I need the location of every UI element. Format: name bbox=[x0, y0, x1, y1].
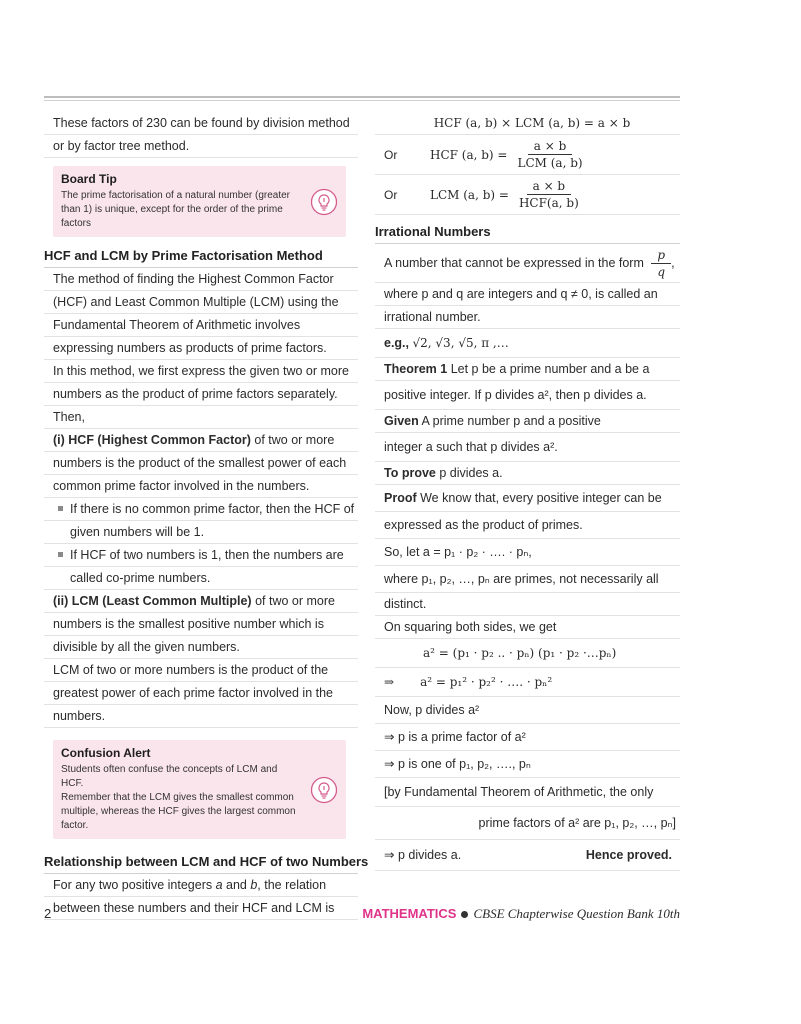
text-span: and bbox=[222, 878, 251, 892]
fraction bbox=[651, 247, 671, 280]
hcf-label: (i) HCF (Highest Common Factor) bbox=[53, 433, 251, 447]
text-span: of two or more bbox=[251, 594, 335, 608]
text-line: greatest power of each prime factor involved in the bbox=[44, 682, 358, 705]
eg-values: √2, √3, √5, π ,… bbox=[412, 336, 509, 350]
bulb-icon bbox=[310, 188, 338, 216]
numerator: a × b bbox=[528, 138, 573, 155]
text-span: p divides a. bbox=[397, 848, 462, 862]
formula-lcm bbox=[375, 175, 680, 215]
text-line: where p and q are integers and q ≠ 0, is called an bbox=[375, 283, 680, 306]
toprove-label: To prove bbox=[384, 466, 436, 480]
formula-lhs: HCF (a, b) = bbox=[430, 147, 508, 162]
text-line: A number that cannot be expressed in the form $\frac{p}{q}$ , bbox=[375, 244, 680, 283]
implies-icon: ⇒ bbox=[384, 675, 395, 689]
text-span: of two or more bbox=[250, 433, 335, 447]
implies-icon: ⇒ bbox=[384, 730, 395, 744]
conclusion-line bbox=[375, 840, 680, 871]
text-line: distinct. bbox=[375, 593, 680, 616]
text-span: Let p be a prime number and a be a bbox=[447, 362, 650, 376]
numerator: p bbox=[651, 247, 671, 264]
text-line: positive integer. If p divides a², then p divides a. bbox=[375, 381, 680, 410]
text-line: (HCF) and Least Common Multiple (LCM) using the bbox=[44, 291, 358, 314]
hence-proved: Hence proved. bbox=[585, 848, 672, 862]
bullet-cont: given numbers will be 1. bbox=[44, 521, 358, 544]
text-line: between these numbers and their HCF and LCM is bbox=[44, 897, 358, 920]
page-number: 2 bbox=[44, 906, 52, 921]
text-span: We know that, every positive integer can be bbox=[416, 491, 662, 505]
top-rule bbox=[44, 96, 680, 98]
example-line bbox=[375, 329, 680, 358]
text-span: A number that cannot be expressed in the form bbox=[384, 256, 644, 270]
text-line: common prime factor involved in the numbers. bbox=[44, 475, 358, 498]
confusion-alert-text: multiple, whereas the HCF gives the largest common factor. bbox=[61, 806, 296, 831]
bullet-item: If there is no common prime factor, then the HCF of bbox=[44, 498, 358, 521]
top-rule-thin bbox=[44, 100, 680, 101]
text-line: LCM of two or more numbers is the product of the bbox=[44, 659, 358, 682]
board-tip-text: The prime factorisation of a natural number (greater bbox=[61, 190, 290, 201]
denominator: LCM (a, b) bbox=[517, 156, 583, 170]
bullet-cont: called co-prime numbers. bbox=[44, 567, 358, 590]
bullet-item: If HCF of two numbers is 1, then the numbers are bbox=[44, 544, 358, 567]
text-line: Fundamental Theorem of Arithmetic involves bbox=[44, 314, 358, 337]
text-line: divisible by all the given numbers. bbox=[44, 636, 358, 659]
text-span: p is one of p₁, p₂, …., pₙ bbox=[397, 757, 531, 771]
hcf-definition bbox=[44, 429, 358, 452]
left-column bbox=[44, 112, 369, 920]
fraction bbox=[513, 178, 585, 211]
formula-line: HCF (a, b) × LCM (a, b) = a × b bbox=[375, 112, 680, 135]
bullet-dot-icon bbox=[461, 911, 468, 918]
eg-label: e.g., bbox=[384, 336, 410, 350]
text-line: These factors of 230 can be found by division method bbox=[44, 112, 358, 135]
proof-line bbox=[375, 485, 680, 512]
denominator: HCF(a, b) bbox=[518, 196, 579, 210]
confusion-alert-text: Students often confuse the concepts of LCM and HCF. bbox=[61, 764, 278, 789]
text-span: , the relation bbox=[257, 878, 327, 892]
implication-line bbox=[375, 724, 680, 751]
text-line: On squaring both sides, we get bbox=[375, 616, 680, 639]
section-heading: Irrational Numbers bbox=[375, 221, 680, 244]
formula-lhs: LCM (a, b) = bbox=[430, 187, 509, 202]
text-line: numbers as the product of prime factors separately. bbox=[44, 383, 358, 406]
numerator: a × b bbox=[527, 178, 572, 195]
equation-line bbox=[375, 668, 680, 697]
or-label: Or bbox=[384, 187, 398, 202]
lcm-label: (ii) LCM (Least Common Multiple) bbox=[53, 594, 252, 608]
section-heading: HCF and LCM by Prime Factorisation Method bbox=[44, 245, 358, 268]
text-line: The method of finding the Highest Common Factor bbox=[44, 268, 358, 291]
text-line: or by factor tree method. bbox=[44, 135, 358, 158]
text-line: integer a such that p divides a². bbox=[375, 433, 680, 462]
text-line: In this method, we first express the given two or more bbox=[44, 360, 358, 383]
toprove-line bbox=[375, 462, 680, 485]
running-footer bbox=[362, 906, 680, 922]
fraction bbox=[511, 138, 588, 171]
implies-icon: ⇒ bbox=[384, 848, 395, 862]
confusion-alert-box bbox=[53, 740, 346, 839]
formula-hcf bbox=[375, 135, 680, 175]
bulb-icon bbox=[310, 776, 338, 804]
confusion-alert-text: Remember that the LCM gives the smallest common bbox=[61, 792, 294, 803]
board-tip-title: Board Tip bbox=[61, 172, 117, 186]
theorem-line bbox=[375, 358, 680, 381]
section-heading: Relationship between LCM and HCF of two Numbers bbox=[44, 851, 358, 874]
text-line: numbers is the product of the smallest power of each bbox=[44, 452, 358, 475]
proof-label: Proof bbox=[384, 491, 417, 505]
text-line: numbers is the smallest positive number which is bbox=[44, 613, 358, 636]
text-line: numbers. bbox=[44, 705, 358, 728]
text-line: For any two positive integers a and b, the relation bbox=[44, 874, 358, 897]
text-line: expressed as the product of primes. bbox=[375, 512, 680, 539]
text-line: So, let a = p₁ · p₂ · …. · pₙ, bbox=[375, 539, 680, 566]
text-line: where p₁, p₂, …, pₙ are primes, not necessarily all bbox=[375, 566, 680, 593]
text-span: For any two positive integers bbox=[53, 878, 216, 892]
text-line: irrational number. bbox=[375, 306, 680, 329]
board-tip-box bbox=[53, 166, 346, 237]
text-line: [by Fundamental Theorem of Arithmetic, the only bbox=[375, 778, 680, 807]
equation: a² = p₁² · p₂² · …. · pₙ² bbox=[420, 675, 553, 689]
equation-line: a² = (p₁ · p₂ .. · pₙ) (p₁ · p₂ ·…pₙ) bbox=[375, 639, 680, 668]
right-column bbox=[375, 112, 680, 871]
implication-line bbox=[375, 751, 680, 778]
theorem-label: Theorem 1 bbox=[384, 362, 448, 376]
book-title: CBSE Chapterwise Question Bank 10th bbox=[473, 906, 680, 921]
given-label: Given bbox=[384, 414, 419, 428]
denominator: q bbox=[657, 265, 666, 280]
lcm-definition bbox=[44, 590, 358, 613]
text-line: Now, p divides a² bbox=[375, 697, 680, 724]
text-span: p divides a. bbox=[435, 466, 503, 480]
or-label: Or bbox=[384, 147, 398, 162]
text-span: A prime number p and a positive bbox=[418, 414, 601, 428]
implies-icon: ⇒ bbox=[384, 757, 395, 771]
text-span: p is a prime factor of a² bbox=[397, 730, 526, 744]
subject-label: MATHEMATICS bbox=[362, 906, 457, 921]
text-line: Then, bbox=[44, 406, 358, 429]
given-line bbox=[375, 410, 680, 433]
confusion-alert-title: Confusion Alert bbox=[61, 746, 151, 760]
text-line: prime factors of a² are p₁, p₂, …, pₙ] bbox=[375, 807, 680, 840]
text-line: expressing numbers as products of prime factors. bbox=[44, 337, 358, 360]
board-tip-text: than 1) is unique, except for the order of the prime factors bbox=[61, 204, 283, 229]
